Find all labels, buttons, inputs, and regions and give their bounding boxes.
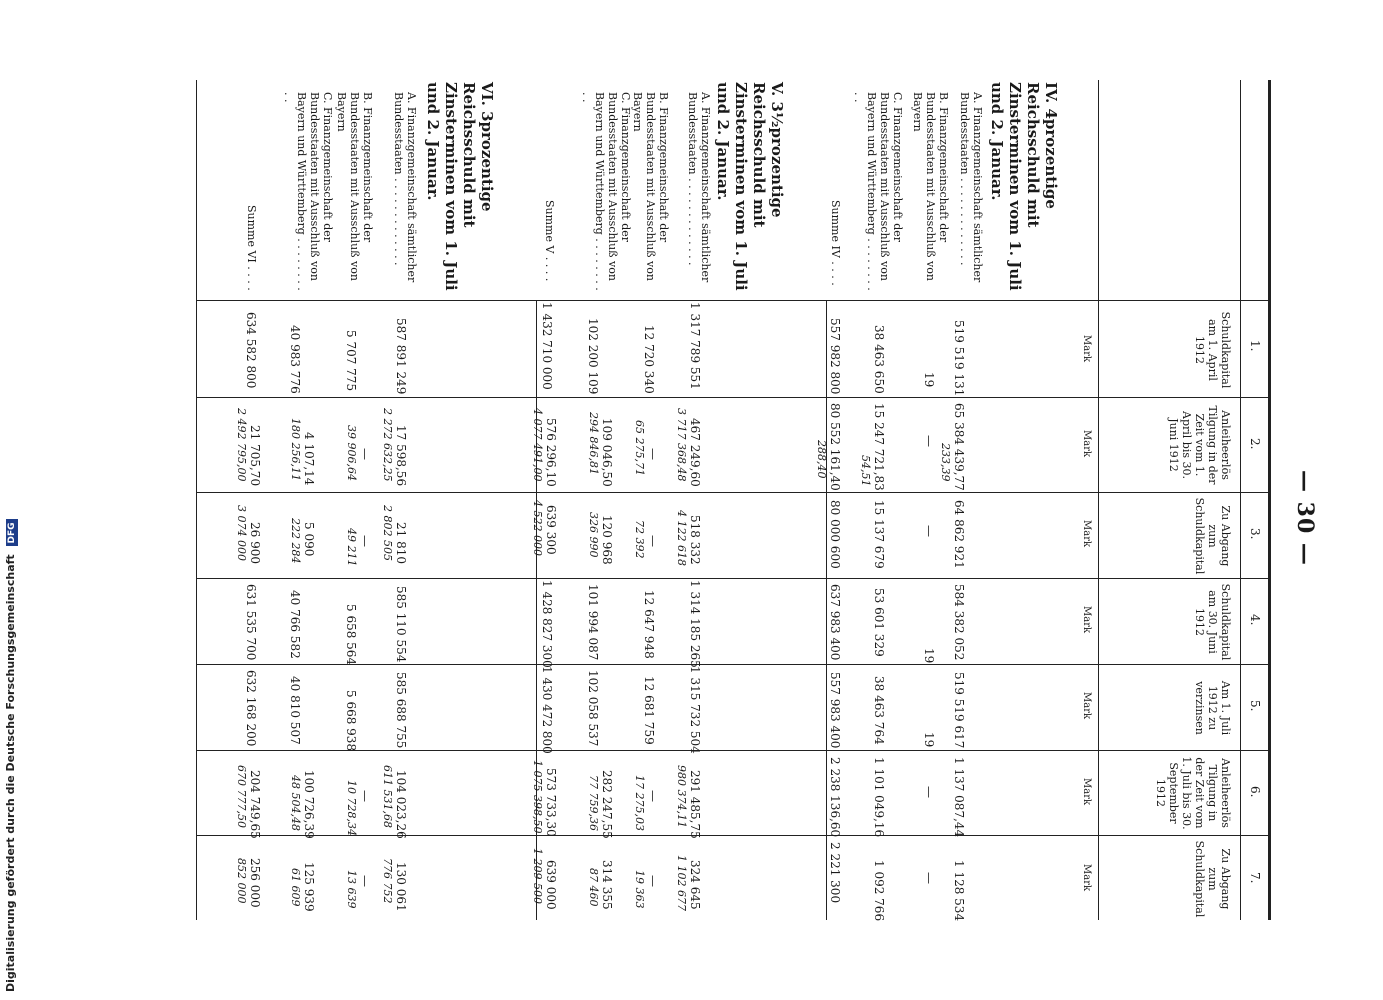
col-num-4: 4.: [1248, 614, 1262, 626]
unit-col-2: Mark: [1081, 430, 1092, 458]
cell-v-c-c2: 109 046,50: [600, 418, 614, 487]
cell-vi-b-c6: —: [358, 790, 372, 802]
cell-iv-b-c5: 19: [922, 732, 936, 748]
unit-col-5: Mark: [1081, 692, 1092, 720]
row-label-vi-a: A. Finanzgemeinschaft sämtlicher Bundesstaaten . . . . . . . . . . . . .: [392, 92, 418, 283]
unit-col-7: Mark: [1081, 864, 1092, 892]
section-title-iv: IV. 4prozentige Reichsschuld mit Zinsterminen vom 1. Juli und 2. Januar.: [988, 82, 1060, 291]
cell-vi-a-c1: 587 891 249: [394, 318, 408, 395]
cell-vi-b-c5: 5 668 938: [344, 690, 358, 752]
sum-v-c7b: 1 209 500: [531, 848, 544, 904]
page-number: — 30 —: [1292, 470, 1318, 566]
cell-v-a-c3: 518 332: [688, 515, 702, 565]
sum-vi-c5: 632 168 200: [244, 670, 258, 747]
footer-note: [4, 519, 18, 992]
sum-label-vi: Summe VI . . . .: [245, 205, 258, 291]
cell-v-c-c4: 101 994 087: [586, 584, 600, 661]
cell-v-b-c3b: 72 392: [633, 520, 646, 559]
sum-label-v: Summe V . . . .: [543, 200, 556, 282]
cell-vi-b-c2: —: [358, 448, 372, 460]
cell-vi-a-c6b: 611 531,68: [381, 765, 394, 828]
sum-vi-c4: 631 535 700: [244, 584, 258, 661]
cell-iv-b-c1: 19: [922, 372, 936, 388]
cell-vi-a-c4: 585 110 554: [394, 586, 408, 663]
cell-iv-b-c2: —: [922, 435, 936, 447]
col-header-6: Anleiheerlös Tilgung in der Zeit vom 1. Juli bis 30. September 1912: [1154, 756, 1232, 830]
cell-v-b-c3: —: [646, 535, 660, 547]
sum-iv-c7: 2 221 300: [828, 842, 842, 904]
cell-v-c-c3: 120 968: [600, 515, 614, 565]
cell-iv-a-c5: 519 519 617: [952, 672, 966, 749]
cell-vi-a-c3b: 2 802 505: [381, 505, 394, 561]
row-label-vi-b: B. Finanzgemeinschaft der Bundesstaaten mit Ausschluß von Bayern: [335, 92, 374, 281]
row-label-iv-b: B. Finanzgemeinschaft der Bundesstaaten mit Ausschluß von Bayern: [911, 92, 950, 281]
cell-vi-a-c3: 21 810: [394, 522, 408, 564]
cell-v-a-c7: 324 645: [688, 860, 702, 910]
cell-v-a-c6: 291 485,75: [688, 770, 702, 839]
cell-vi-a-c7: 130 061: [394, 862, 408, 912]
cell-iv-a-c2b: 233,39: [939, 443, 952, 482]
cell-iv-a-c7: 1 128 534: [952, 860, 966, 922]
cell-vi-b-c7b: 13 639: [345, 870, 358, 909]
col-header-4: Schuldkapital am 30. Juni 1912: [1193, 583, 1232, 661]
sum-v-c3b: 4 522 000: [531, 500, 544, 556]
sum-label-iv: Summe IV . . . .: [829, 200, 842, 286]
cell-v-b-c6b: 17 275,03: [633, 775, 646, 831]
sum-vi-c3b: 3 074 000: [235, 505, 248, 561]
cell-iv-c-c7: 1 092 766: [872, 860, 886, 922]
cell-v-b-c5: 12 681 759: [642, 676, 656, 745]
cell-v-b-c6: —: [646, 790, 660, 802]
footer-text: Digitalisierung gefördert durch die Deutsche Forschungsgemeinschaft: [4, 554, 17, 992]
cell-vi-a-c6: 104 023,26: [394, 770, 408, 839]
table-bottom-rule: [196, 80, 197, 920]
header-rule: [1098, 80, 1099, 920]
cell-iv-c-c2b: 54,51: [859, 455, 872, 487]
sum-vi-c7: 256 000: [248, 858, 262, 908]
cell-vi-c-c3b: 222 284: [289, 518, 302, 564]
cell-v-c-c1: 102 200 109: [586, 318, 600, 395]
cell-iv-a-c4: 584 382 052: [952, 584, 966, 661]
cell-v-c-c7: 314 355: [600, 860, 614, 910]
cell-v-a-c2b: 3 717 368,48: [675, 408, 688, 482]
sum-v-c5: 1 430 472 800: [540, 666, 554, 754]
column-divider-3: [196, 578, 1271, 579]
sum-v-c6: 573 733,30: [544, 768, 558, 837]
cell-v-a-c6b: 980 374,11: [675, 765, 688, 828]
section-title-v: V. 3½prozentige Reichsschuld mit Zinsterminen vom 1. Juli und 2. Januar.: [714, 82, 786, 291]
cell-iv-b-c4: 19: [922, 648, 936, 664]
col-num-7: 7.: [1248, 872, 1262, 884]
sum-vi-c3: 26 900: [248, 522, 262, 564]
sum-vi-c1: 634 582 800: [244, 312, 258, 389]
row-label-vi-c: C. Finanzgemeinschaft der Bundesstaaten mit Ausschluß von Bayern und Württemberg . . . . . . . . . .: [282, 92, 334, 291]
unit-col-6: Mark: [1081, 778, 1092, 806]
cell-v-b-c1: 12 720 340: [642, 325, 656, 394]
cell-vi-a-c5: 585 688 755: [394, 672, 408, 749]
column-divider-2: [196, 492, 1271, 493]
cell-v-b-c7b: 19 363: [633, 870, 646, 909]
sum-iv-c6: 2 238 136,60: [828, 757, 842, 838]
unit-col-3: Mark: [1081, 520, 1092, 548]
sum-iv-c5: 557 983 400: [828, 672, 842, 749]
col-num-2: 2.: [1248, 438, 1262, 450]
cell-vi-b-c7: —: [358, 875, 372, 887]
col-num-1: 1.: [1248, 340, 1262, 352]
cell-iv-a-c3: 64 862 921: [952, 500, 966, 569]
cell-vi-c-c7: 125 939: [302, 862, 316, 912]
row-label-iv-a: A. Finanzgemeinschaft sämtlicher Bundesstaaten . . . . . . . . . . . . .: [958, 92, 984, 283]
sum-vi-c6: 204 749,65: [248, 770, 262, 839]
cell-v-c-c6: 282 247,55: [600, 770, 614, 839]
cell-iv-a-c6: 1 137 087,44: [952, 757, 966, 838]
cell-v-a-c2: 467 249,60: [688, 418, 702, 487]
sum-vi-c6b: 670 777,50: [235, 765, 248, 828]
cell-iv-b-c7: —: [922, 872, 936, 884]
sum-v-c7: 639 000: [544, 860, 558, 910]
cell-vi-c-c6: 100 726,39: [302, 770, 316, 839]
cell-vi-c-c4: 40 766 582: [288, 590, 302, 659]
sum-vi-c7b: 852 000: [235, 858, 248, 904]
cell-v-a-c4: 1 314 185 265: [688, 580, 702, 668]
sum-iv-c2b: 288,40: [815, 440, 828, 479]
row-label-iv-c: C. Finanzgemeinschaft der Bundesstaaten mit Ausschluß von Bayern und Württemberg . . . . . . . . . .: [852, 92, 904, 291]
cell-vi-c-c1: 40 983 776: [288, 325, 302, 394]
sum-v-c4: 1 428 827 300: [540, 580, 554, 668]
sum-vi-c2: 21 705,70: [248, 425, 262, 487]
col-header-1: Schuldkapital am 1. April 1912: [1193, 311, 1232, 389]
row-label-v-c: C. Finanzgemeinschaft der Bundesstaaten mit Ausschluß von Bayern und Württemberg . . . . . . . . . .: [580, 92, 632, 291]
cell-iv-c-c5: 38 463 764: [872, 676, 886, 745]
cell-iv-b-c6: —: [922, 786, 936, 798]
unit-col-1: Mark: [1081, 335, 1092, 363]
sum-iv-c1: 557 982 800: [828, 318, 842, 395]
cell-vi-c-c5: 40 810 507: [288, 676, 302, 745]
sum-v-c2b: 4 077 491,00: [531, 408, 544, 482]
cell-iv-c-c3: 15 137 679: [872, 500, 886, 569]
cell-iv-c-c6: 1 101 049,16: [872, 757, 886, 838]
col-num-6: 6.: [1248, 786, 1262, 798]
cell-vi-a-c2b: 2 272 632,25: [381, 408, 394, 482]
cell-vi-a-c7b: 776 752: [381, 858, 394, 904]
cell-iv-c-c4: 53 601 329: [872, 588, 886, 657]
cell-iv-a-c1: 519 519 131: [952, 320, 966, 397]
cell-vi-a-c2: 17 598,56: [394, 425, 408, 487]
row-label-v-a: A. Finanzgemeinschaft sämtlicher Bundesstaaten . . . . . . . . . . . . .: [686, 92, 712, 283]
cell-iv-c-c1: 38 463 650: [872, 325, 886, 394]
table-top-rule: [1268, 80, 1271, 920]
cell-v-b-c2b: 65 275,71: [633, 420, 646, 476]
cell-v-c-c3b: 326 990: [587, 512, 600, 558]
section-title-vi: VI. 3prozentige Reichsschuld mit Zinsterminen vom 1. Juli und 2. Januar.: [424, 82, 496, 291]
cell-iv-b-c3: —: [922, 525, 936, 537]
cell-v-c-c5: 102 058 537: [586, 670, 600, 747]
cell-vi-b-c1: 5 707 775: [344, 330, 358, 392]
colnum-rule: [1240, 80, 1241, 920]
sum-v-c6b: 1 075 398,50: [531, 760, 544, 834]
cell-v-a-c3b: 4 122 618: [675, 510, 688, 566]
col-header-2: Anleiheerlös Tilgung in der Zeit vom 1. April bis 30. Juni 1912: [1167, 405, 1232, 485]
sum-rule-iv: [826, 300, 827, 920]
sum-iv-c2: 80 552 161,40: [828, 403, 842, 491]
cell-v-a-c5: 1 315 732 504: [688, 666, 702, 754]
dfg-logo: DFG: [6, 519, 18, 546]
cell-v-b-c2: —: [646, 448, 660, 460]
cell-vi-c-c2: 4 107,14: [302, 432, 316, 486]
cell-v-b-c4: 12 647 948: [642, 590, 656, 659]
sum-v-c3: 639 300: [544, 505, 558, 555]
cell-v-c-c2b: 294 846,81: [587, 412, 600, 475]
sum-v-c2: 576 296,10: [544, 418, 558, 487]
col-header-3: Zu Abgang zum Schuldkapital: [1193, 497, 1232, 575]
row-label-v-b: B. Finanzgemeinschaft der Bundesstaaten mit Ausschluß von Bayern: [631, 92, 670, 281]
cell-iv-a-c2: 65 384 439,77: [952, 403, 966, 491]
cell-vi-b-c2b: 39 906,64: [345, 425, 358, 481]
col-header-7: Zu Abgang zum Schuldkapital: [1193, 840, 1232, 918]
cell-vi-c-c6b: 48 504,48: [289, 775, 302, 831]
cell-vi-b-c3b: 49 211: [345, 528, 358, 567]
cell-iv-c-c2: 15 247 721,83: [872, 403, 886, 491]
sum-iv-c4: 637 983 400: [828, 584, 842, 661]
sum-iv-c3: 80 000 600: [828, 500, 842, 569]
column-divider-label: [196, 300, 1271, 301]
cell-v-a-c1: 1 317 789 551: [688, 302, 702, 390]
cell-vi-b-c4: 5 658 564: [344, 604, 358, 666]
cell-v-a-c7b: 1 102 677: [675, 855, 688, 911]
cell-v-c-c6b: 77 759,36: [587, 775, 600, 831]
unit-col-4: Mark: [1081, 606, 1092, 634]
col-num-5: 5.: [1248, 700, 1262, 712]
cell-v-b-c7: —: [646, 875, 660, 887]
cell-v-c-c7b: 87 460: [587, 868, 600, 907]
sum-vi-c2b: 2 492 795,00: [235, 408, 248, 482]
col-header-5: Am 1. Juli 1912 zu verzinsen: [1193, 680, 1232, 736]
cell-vi-c-c7b: 61 609: [289, 868, 302, 907]
cell-vi-c-c2b: 180 256,11: [289, 418, 302, 481]
col-num-3: 3.: [1248, 528, 1262, 540]
sum-v-c1: 1 432 710 000: [540, 302, 554, 390]
cell-vi-c-c3: 5 090: [302, 522, 316, 557]
cell-vi-b-c3: —: [358, 535, 372, 547]
column-divider-1: [196, 397, 1271, 398]
cell-vi-b-c6b: 10 728,34: [345, 780, 358, 836]
